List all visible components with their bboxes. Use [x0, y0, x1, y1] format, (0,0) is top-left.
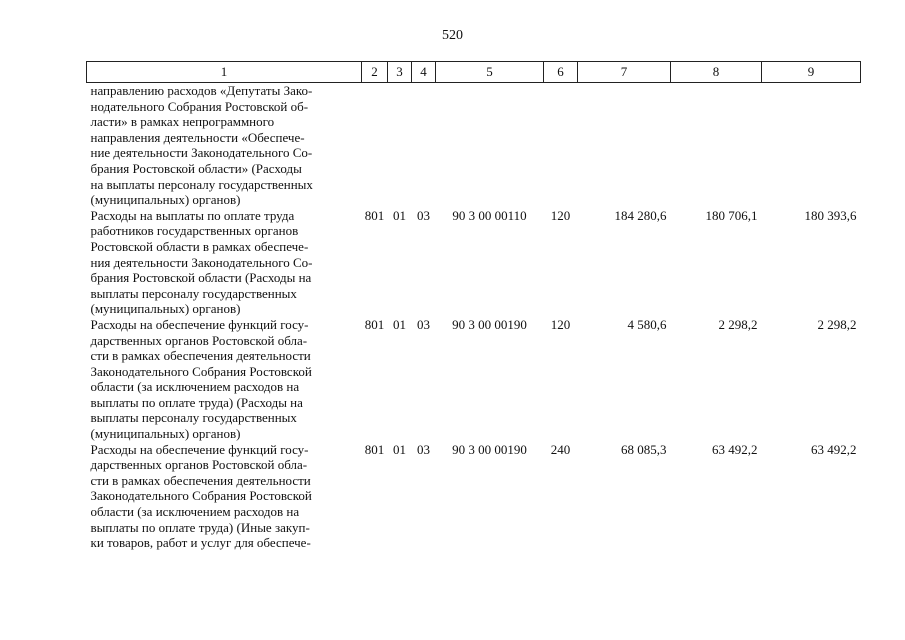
desc-line: ки товаров, работ и услуг для обеспече- [90, 535, 311, 551]
desc-line: дарственных органов Ростовской обла- [90, 332, 308, 348]
table-row [87, 208, 861, 317]
table-row [87, 442, 861, 551]
cell-amount-7 [578, 83, 671, 208]
column-header-9: 9 [762, 62, 861, 83]
cell-target-article [436, 83, 544, 208]
row-description [87, 442, 362, 551]
table-header-row [87, 62, 861, 83]
cell-expense-type: 120 [550, 316, 571, 332]
table-row [87, 317, 861, 442]
cell-expense-type: 120 [550, 207, 571, 223]
desc-line: Законодательного Собрания Ростовской [90, 488, 312, 504]
column-header-4: 4 [412, 62, 436, 83]
desc-line: брания Ростовской области (Расходы на [90, 270, 312, 286]
cell-subsection [412, 83, 436, 208]
cell-expense-type: 240 [550, 441, 571, 457]
column-header-5: 5 [436, 62, 544, 83]
desc-line: Ростовской области в рамках обеспече- [90, 238, 309, 254]
cell-amount-7: 184 280,6 [614, 207, 667, 223]
cell-amount-9: 63 492,2 [811, 441, 857, 457]
cell-subsection: 03 [417, 207, 430, 223]
desc-line: дарственных органов Ростовской обла- [90, 457, 308, 473]
row-description [87, 83, 362, 208]
cell-ministry: 801 [364, 441, 385, 457]
desc-line: ласти» в рамках непрограммного [90, 114, 275, 130]
desc-line: выплаты по оплате труда) (Иные закуп- [90, 519, 310, 535]
desc-line: (муниципальных) органов) [90, 301, 241, 317]
row-description [87, 208, 362, 317]
column-header-3: 3 [388, 62, 412, 83]
column-header-8: 8 [671, 62, 762, 83]
cell-expense-type [544, 83, 578, 208]
desc-line: нодательного Собрания Ростовской об- [90, 98, 309, 114]
desc-line: на выплаты персоналу государственных [90, 176, 313, 192]
desc-line: Расходы на обеспечение функций госу- [90, 316, 309, 332]
column-header-7: 7 [578, 62, 671, 83]
desc-line: ния деятельности Законодательного Со- [90, 254, 313, 270]
cell-target-article: 90 3 00 00190 [452, 441, 527, 457]
column-header-1: 1 [87, 62, 362, 83]
cell-amount-8: 63 492,2 [712, 441, 758, 457]
cell-section [388, 83, 412, 208]
cell-section: 01 [393, 441, 406, 457]
desc-line: брания Ростовской области» (Расходы [90, 160, 302, 176]
budget-table [86, 61, 861, 551]
cell-target-article: 90 3 00 00110 [452, 207, 527, 223]
desc-line: выплаты персоналу государственных [90, 285, 297, 301]
desc-line: Расходы на обеспечение функций госу- [90, 441, 309, 457]
desc-line: выплаты по оплате труда) (Расходы на [90, 394, 303, 410]
cell-amount-9 [762, 83, 861, 208]
cell-amount-7: 4 580,6 [627, 316, 667, 332]
cell-subsection: 03 [417, 316, 430, 332]
cell-ministry: 801 [364, 316, 385, 332]
desc-line: Расходы на выплаты по оплате труда [90, 207, 295, 223]
cell-amount-8: 2 298,2 [718, 316, 758, 332]
desc-line: сти в рамках обеспечения деятельности [90, 472, 311, 488]
cell-amount-8 [671, 83, 762, 208]
desc-line: направления деятельности «Обеспече- [90, 129, 305, 145]
desc-line: (муниципальных) органов) [90, 426, 241, 442]
cell-amount-9: 2 298,2 [817, 316, 857, 332]
cell-target-article: 90 3 00 00190 [452, 316, 527, 332]
desc-line: сти в рамках обеспечения деятельности [90, 348, 311, 364]
page-number: 520 [442, 28, 463, 43]
desc-line: области (за исключением расходов на [90, 379, 300, 395]
desc-line: направлению расходов «Депутаты Зако- [90, 83, 313, 98]
cell-amount-8: 180 706,1 [705, 207, 758, 223]
desc-line: (муниципальных) органов) [90, 192, 241, 208]
table-row [87, 83, 861, 208]
column-header-2: 2 [362, 62, 388, 83]
desc-line: Законодательного Собрания Ростовской [90, 363, 312, 379]
cell-amount-9: 180 393,6 [804, 207, 857, 223]
cell-amount-7: 68 085,3 [621, 441, 667, 457]
desc-line: работников государственных органов [90, 223, 299, 239]
row-description [87, 317, 362, 442]
desc-line: выплаты персоналу государственных [90, 410, 297, 426]
desc-line: области (за исключением расходов на [90, 504, 300, 520]
desc-line: ние деятельности Законодательного Со- [90, 145, 313, 161]
cell-ministry [362, 83, 388, 208]
cell-subsection: 03 [417, 441, 430, 457]
cell-section: 01 [393, 316, 406, 332]
cell-ministry: 801 [364, 207, 385, 223]
column-header-6: 6 [544, 62, 578, 83]
cell-section: 01 [393, 207, 406, 223]
